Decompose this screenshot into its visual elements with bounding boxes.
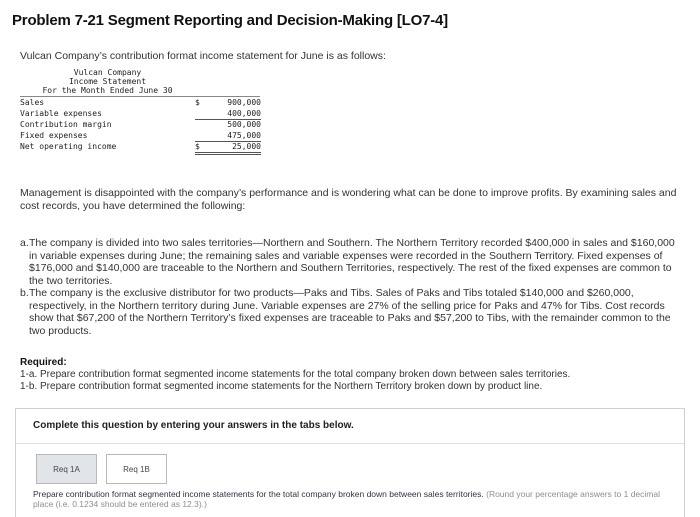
item-marker: a. bbox=[20, 237, 29, 249]
required-1a: 1-a. Prepare contribution format segmented income statements for the total company broken down between sales territories. bbox=[20, 369, 571, 380]
answer-panel bbox=[15, 408, 685, 517]
statement-company: Vulcan Company bbox=[73, 68, 142, 77]
management-paragraph: Management is disappointed with the company’s performance and is wondering what can be done to improve profits. By examining sales and cost records, you have determined the following: bbox=[20, 187, 677, 212]
row-amount: 400,000 bbox=[195, 108, 261, 120]
instruction-text: Prepare contribution format segmented income statements for the total company broken down between sales territories. bbox=[33, 489, 484, 499]
row-currency: $ bbox=[195, 98, 200, 107]
row-amount: 900,000 bbox=[227, 98, 261, 107]
tab-req-1b[interactable]: Req 1B bbox=[106, 454, 167, 484]
statement-row-sales bbox=[20, 97, 270, 108]
row-amount: 25,000 bbox=[195, 141, 261, 155]
required-1b: 1-b. Prepare contribution format segmented income statements for the Northern Territory broken down by product line. bbox=[20, 381, 543, 392]
tab-req-1a[interactable]: Req 1A bbox=[36, 454, 97, 484]
complete-instructions: Complete this question by entering your answers in the tabs below. bbox=[16, 409, 684, 444]
statement-row-fixed-expenses bbox=[20, 130, 270, 141]
row-label: Contribution margin bbox=[20, 120, 112, 129]
row-label: Sales bbox=[20, 98, 45, 107]
tab-instruction bbox=[33, 489, 673, 509]
item-marker: b. bbox=[20, 287, 29, 299]
row-label: Net operating income bbox=[20, 142, 117, 151]
statement-period: For the Month Ended June 30 bbox=[42, 86, 173, 95]
row-label: Fixed expenses bbox=[20, 131, 88, 140]
row-amount: 475,000 bbox=[195, 130, 261, 142]
required-section bbox=[20, 357, 570, 393]
required-heading: Required: bbox=[20, 357, 67, 368]
problem-title: Problem 7-21 Segment Reporting and Decision-Making [LO7-4] bbox=[12, 12, 448, 29]
item-text: The company is divided into two sales territories—Northern and Southern. The Northern Territory recorded $400,000 in sales and $160,000 in variable expenses during June; the remaining sales and variable expenses were recorded in the Southern Territory. Fixed expenses of $176,000 and $140,000 are traceable to the Northern and Southern Territories, respectively. The rest of the fixed expenses are common to the two territories. bbox=[29, 237, 675, 287]
statement-row-contribution-margin bbox=[20, 119, 270, 130]
row-currency: $ bbox=[195, 142, 200, 151]
item-text: The company is the exclusive distributor for two products—Paks and Tibs. Sales of Paks and Tibs totaled $140,000 and $260,000, respectively, in the Northern territory during June. Variable expenses are 27% of the selling price for Paks and 47% for Tibs. Cost records show that $67,200 of the Northern Territory’s fixed expenses are traceable to Paks and $57,200 to Tibs, with the remainder common to the two products. bbox=[29, 287, 671, 337]
intro-text: Vulcan Company’s contribution format income statement for June is as follows: bbox=[20, 50, 386, 62]
instruction-hint: (Round your percentage answers to 1 decimal place (i.e. 0.1234 should be entered as 12.3).) bbox=[33, 489, 660, 509]
statement-name: Income Statement bbox=[68, 77, 147, 86]
statement-row-net-operating-income bbox=[20, 141, 270, 152]
list-item bbox=[20, 237, 682, 287]
statement-row-variable-expenses bbox=[20, 108, 270, 119]
row-amount: 500,000 bbox=[227, 120, 261, 129]
row-label: Variable expenses bbox=[20, 109, 102, 118]
facts-list bbox=[20, 237, 682, 337]
income-statement bbox=[20, 68, 270, 152]
list-item bbox=[20, 287, 682, 337]
